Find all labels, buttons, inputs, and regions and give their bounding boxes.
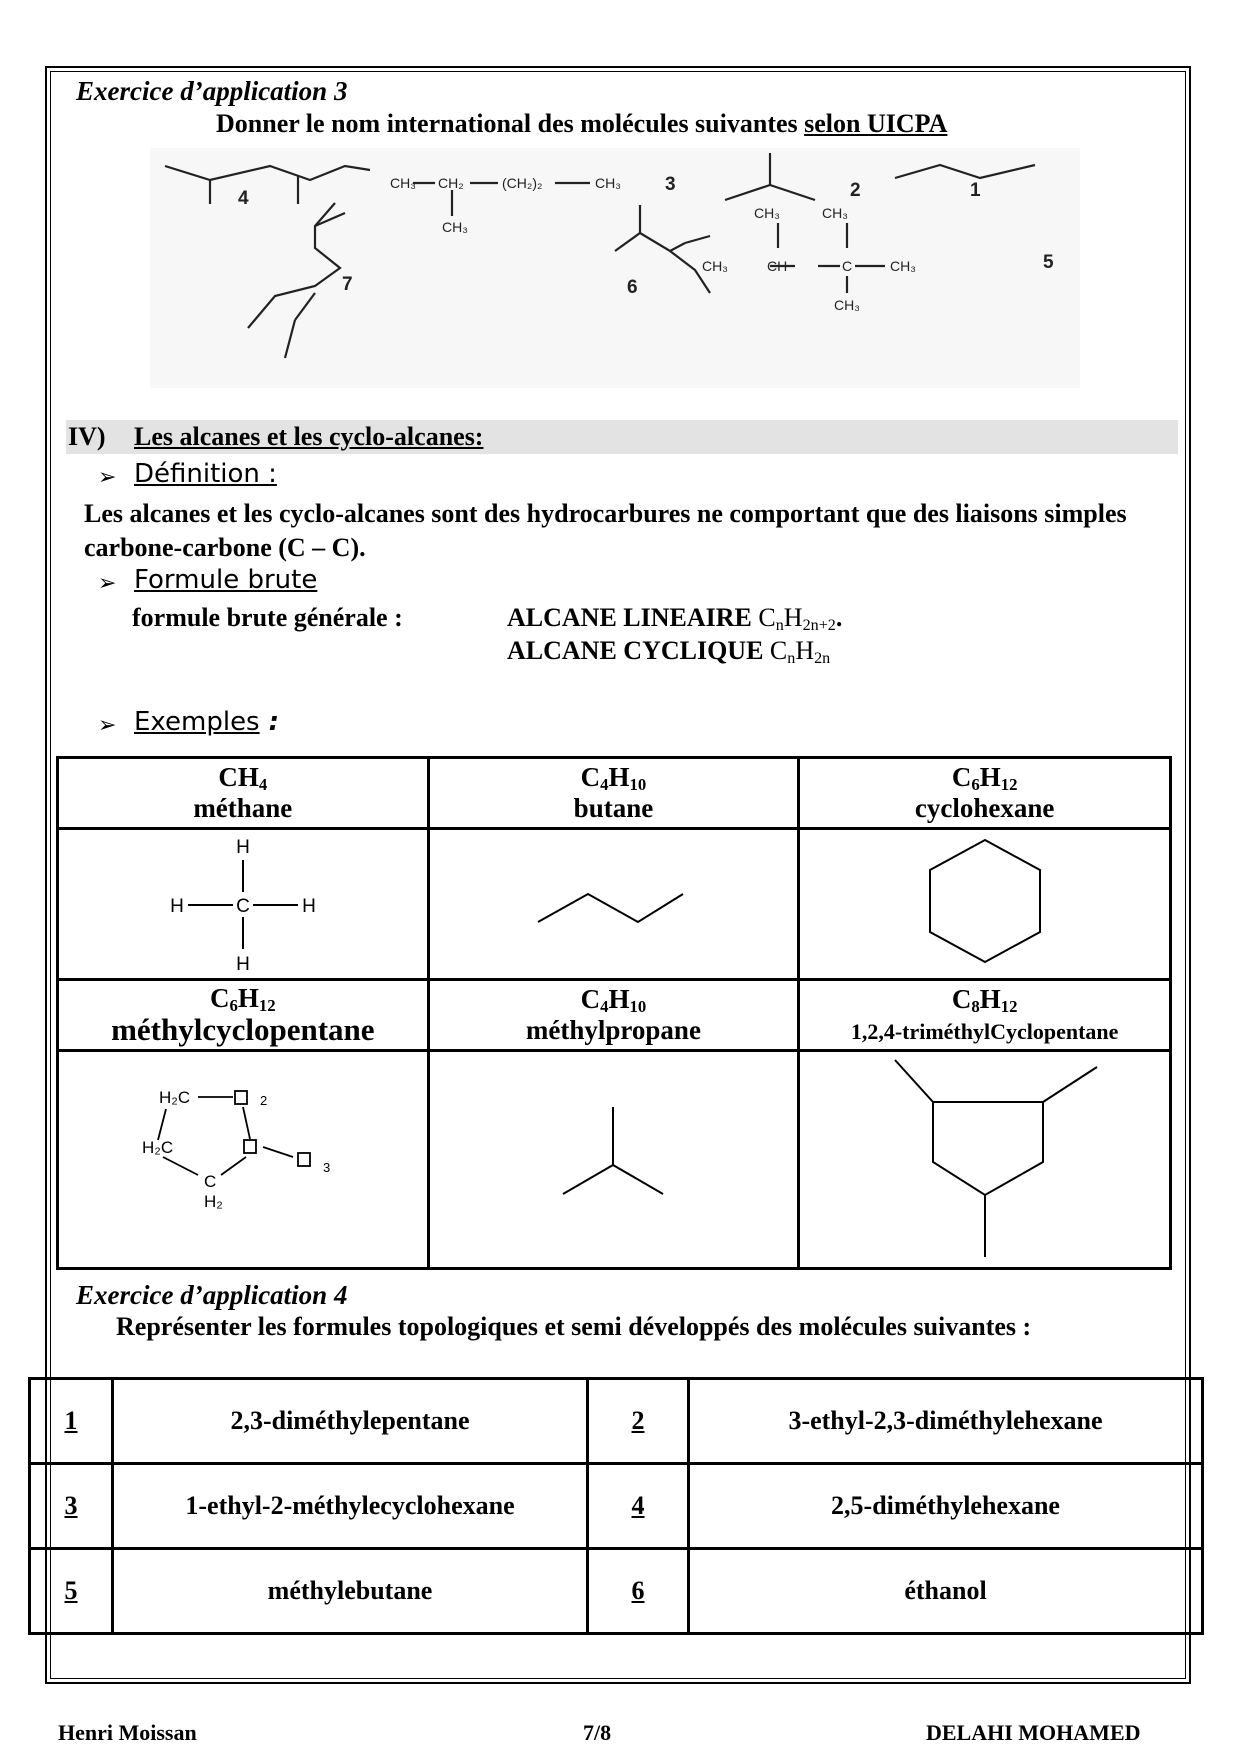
- molecule-3-ch2-2: (CH₂)₂: [502, 175, 543, 191]
- examples-table: [56, 756, 1172, 1270]
- examples-label-line: [134, 707, 279, 737]
- molecule-3-ch3-a: CH₃: [390, 175, 416, 191]
- footer-page-number: 7/8: [583, 1720, 612, 1745]
- example-name: butane: [573, 793, 654, 823]
- footer-school: Henri Moissan: [58, 1720, 197, 1745]
- exercise3-instruction: [216, 109, 947, 139]
- example-drawing-cyclohexane: [799, 829, 1171, 980]
- cyclohexane-structure: [915, 832, 1055, 972]
- exercise4-number: [588, 1464, 689, 1549]
- exercise3-instruction-uicpa: selon UICPA: [804, 109, 948, 138]
- molecule-3-ch3-c: CH₃: [442, 219, 468, 235]
- exercise4-number-text: 6: [631, 1576, 645, 1605]
- methane-atom-h-bottom: H: [235, 953, 250, 972]
- molecule-5-ch3-a: CH₃: [754, 205, 780, 221]
- exercise4-molecule: 3-ethyl-2,3-diméthylehexane: [689, 1379, 1203, 1464]
- molecule-label-6: 6: [627, 277, 638, 298]
- example-header-methylcyclopentane: $C_6H_{12}$ méthylcyclopentane: [58, 980, 429, 1051]
- exercise4-number-text: 1: [64, 1406, 78, 1435]
- molecule-3-ch3-b: CH₃: [595, 175, 621, 191]
- molecule-5-ch3-c: CH₃: [702, 258, 728, 274]
- exercise4-number: [30, 1464, 113, 1549]
- methylcyclopentane-structure: [118, 1077, 368, 1237]
- methylcyclopentane-h2c-left: H₂C: [141, 1138, 173, 1157]
- examples-bullet-icon: ➢: [98, 713, 117, 738]
- example-header-trimethylcyclopentane: $C_8H_{12}$ 1,2,4-triméthylCyclopentane: [799, 980, 1171, 1051]
- section-title: Les alcanes et les cyclo-alcanes:: [134, 422, 484, 451]
- methane-atom-c: C: [235, 895, 250, 917]
- exercise4-number-text: 3: [64, 1491, 78, 1520]
- example-name: méthylpropane: [525, 1015, 701, 1045]
- formula-label: Formule brute: [134, 565, 318, 595]
- exercise4-number-text: 4: [631, 1491, 645, 1520]
- examples-colon: :: [259, 707, 280, 737]
- methylcyclopentane-c-bottom: C: [203, 1172, 217, 1191]
- exercise3-molecule-figure: [150, 148, 1080, 388]
- exercise4-number: [588, 1549, 689, 1634]
- exercise4-molecule: 2,5-diméthylehexane: [689, 1464, 1203, 1549]
- methylcyclopentane-subscript-3: 3: [322, 1160, 331, 1175]
- methylcyclopentane-h2c-top: H₂C: [158, 1088, 190, 1107]
- example-drawing-trimethylcyclopentane: [799, 1051, 1171, 1269]
- methylcyclopentane-subscript-2: 2: [259, 1093, 268, 1108]
- exercise4-number-text: 5: [64, 1576, 78, 1605]
- exercise4-instruction: Représenter les formules topologiques et semi développés des molécules suivantes :: [116, 1312, 1032, 1341]
- definition-bullet-icon: ➢: [98, 465, 117, 490]
- molecule-label-1: 1: [970, 180, 981, 201]
- alcane-cyclique-line: ALCANE CYCLIQUE $C_nH_{2n}$: [507, 636, 831, 668]
- trimethylcyclopentane-structure: [865, 1052, 1105, 1262]
- exercise4-table: [28, 1377, 1204, 1635]
- example-header-butane: $C_4H_{10}$ butane: [428, 758, 799, 829]
- methane-atom-h-right: H: [301, 895, 316, 917]
- exercise4-molecule: 2,3-diméthylepentane: [113, 1379, 588, 1464]
- methylcyclopentane-h2-bottom: H₂: [203, 1192, 223, 1211]
- formula-general-label: formule brute générale :: [132, 603, 403, 632]
- molecule-label-7: 7: [342, 274, 353, 295]
- molecule-3-ch2: CH₂: [438, 175, 464, 191]
- molecule-5-ch3-b: CH₃: [822, 205, 848, 221]
- exercise4-molecule: 1-ethyl-2-méthylecyclohexane: [113, 1464, 588, 1549]
- footer-author: DELAHI MOHAMED: [926, 1720, 1141, 1745]
- example-name: 1,2,4-triméthylCyclopentane: [850, 1018, 1119, 1044]
- molecule-label-3: 3: [665, 174, 676, 195]
- exercise4-molecule: éthanol: [689, 1549, 1203, 1634]
- formula-bullet-icon: ➢: [98, 571, 117, 596]
- example-name: méthane: [193, 793, 293, 823]
- example-drawing-methylpropane: [428, 1051, 799, 1269]
- definition-label: Définition :: [134, 459, 277, 489]
- exercise4-title: Exercice d’application 4: [76, 1280, 348, 1310]
- methane-atom-h-top: H: [235, 836, 250, 858]
- example-drawing-butane: [428, 829, 799, 980]
- examples-label: Exemples: [134, 707, 260, 737]
- definition-text: Les alcanes et les cyclo-alcanes sont des hydrocarbures ne comportant que des liaisons simples carbone-carbone (C – C).: [84, 499, 1127, 562]
- molecule-5-c: C: [842, 258, 853, 274]
- methane-structure: [153, 832, 333, 972]
- molecule-5-ch3-d: CH₃: [890, 258, 916, 274]
- molecule-5-ch3-e: CH₃: [834, 297, 860, 313]
- exercise4-number: [30, 1379, 113, 1464]
- example-header-methylpropane: $C_4H_{10}$ méthylpropane: [428, 980, 799, 1051]
- example-header-cyclohexane: $C_6H_{12}$ cyclohexane: [799, 758, 1171, 829]
- exercise4-number-text: 2: [631, 1406, 645, 1435]
- methane-atom-h-left: H: [169, 895, 184, 917]
- exercise4-number: [30, 1549, 113, 1634]
- table-row: [30, 1379, 1203, 1464]
- exercise4-number: [588, 1379, 689, 1464]
- butane-structure: [513, 862, 713, 942]
- exercise3-instruction-text: Donner le nom international des molécules suivantes: [216, 109, 805, 138]
- section-number: IV): [68, 422, 106, 451]
- example-drawing-methylcyclopentane: [58, 1051, 429, 1269]
- example-header-methane: $CH_4$ méthane: [58, 758, 429, 829]
- table-row: [30, 1464, 1203, 1549]
- molecule-label-5: 5: [1043, 252, 1054, 273]
- example-name: méthylcyclopentane: [111, 1012, 375, 1047]
- molecule-label-4: 4: [238, 188, 249, 209]
- exercise3-title: Exercice d’application 3: [76, 76, 348, 106]
- molecule-5-ch: CH: [767, 258, 788, 274]
- example-name: cyclohexane: [914, 793, 1055, 823]
- table-row: [30, 1549, 1203, 1634]
- alcane-cyclique-label: ALCANE CYCLIQUE: [507, 636, 764, 665]
- alcane-lineaire-label: ALCANE LINEAIRE: [507, 603, 752, 632]
- methylpropane-structure: [543, 1097, 683, 1217]
- alcane-lineaire-line: ALCANE LINEAIRE $C_nH_{2n+2}$.: [507, 603, 843, 635]
- example-drawing-methane: [58, 829, 429, 980]
- molecule-label-2: 2: [850, 180, 861, 201]
- exercise4-molecule: méthylebutane: [113, 1549, 588, 1634]
